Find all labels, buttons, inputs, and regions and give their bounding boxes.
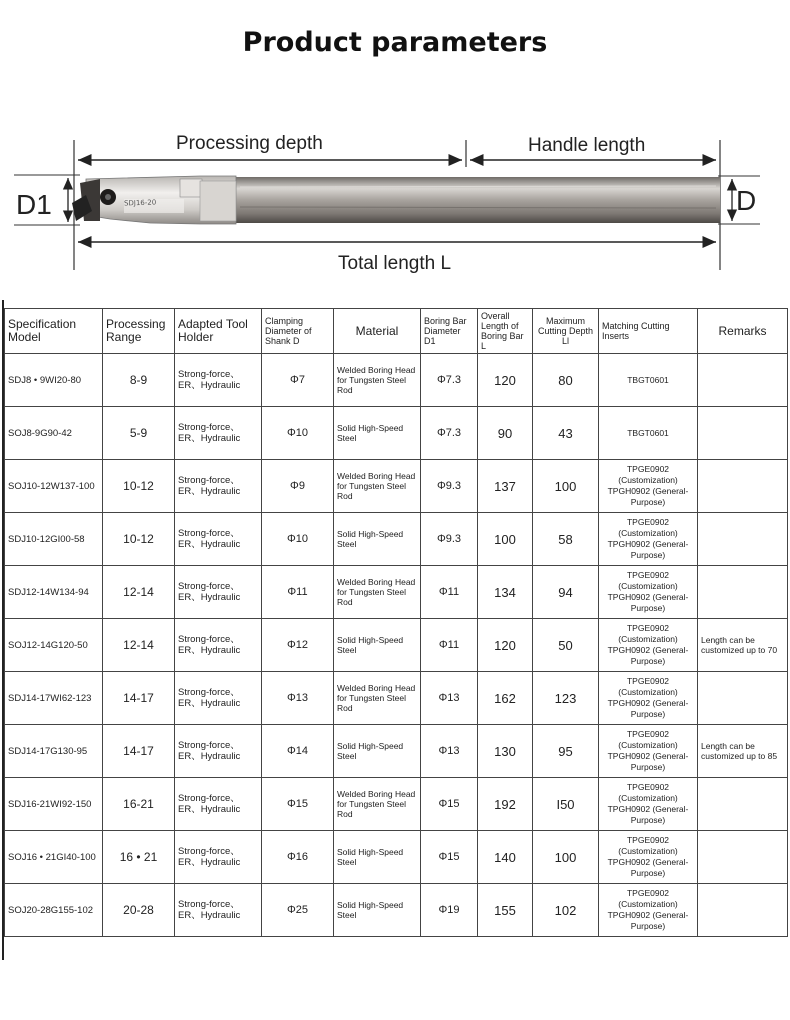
cell-overall-length: 120 xyxy=(478,619,533,672)
table-row xyxy=(5,884,788,937)
cell-inserts: TPGE0902 (Customization) TPGH0902 (General-Purpose) xyxy=(599,884,698,937)
shank xyxy=(236,177,720,223)
cell-clamp: Φ10 xyxy=(262,513,334,566)
cell-remarks xyxy=(698,884,788,937)
page-title: Product parameters xyxy=(242,27,548,58)
table-row xyxy=(5,831,788,884)
d1-label: D1 xyxy=(16,189,52,220)
cell-clamp: Φ9 xyxy=(262,460,334,513)
table-row xyxy=(5,566,788,619)
cell-model: SDJ14-17WI62-123 xyxy=(5,672,103,725)
cell-material: Solid High-Speed Steel xyxy=(334,619,421,672)
cell-cutting-depth: 94 xyxy=(533,566,599,619)
cell-material: Welded Boring Head for Tungsten Steel Rod xyxy=(334,460,421,513)
cell-model: SDJ14-17G130-95 xyxy=(5,725,103,778)
cell-holder: Strong-force、ER、Hydraulic xyxy=(175,566,262,619)
cell-overall-length: 90 xyxy=(478,407,533,460)
cell-remarks xyxy=(698,566,788,619)
cell-holder: Strong-force、ER、Hydraulic xyxy=(175,460,262,513)
cell-cutting-depth: 95 xyxy=(533,725,599,778)
cell-cutting-depth: 58 xyxy=(533,513,599,566)
cell-overall-length: 120 xyxy=(478,354,533,407)
cell-clamp: Φ10 xyxy=(262,407,334,460)
cell-remarks xyxy=(698,513,788,566)
cell-model: SOJ12-14G120-50 xyxy=(5,619,103,672)
cell-cutting-depth: 43 xyxy=(533,407,599,460)
cell-clamp: Φ11 xyxy=(262,566,334,619)
cell-remarks xyxy=(698,672,788,725)
bar-marking: SDJ16-20 xyxy=(123,198,157,208)
cell-bar-diameter: Φ9.3 xyxy=(421,513,478,566)
cell-material: Welded Boring Head for Tungsten Steel Rod xyxy=(334,354,421,407)
cell-material: Solid High-Speed Steel xyxy=(334,725,421,778)
cell-bar-diameter: Φ11 xyxy=(421,619,478,672)
cell-remarks: Length can be customized up to 85 xyxy=(698,725,788,778)
total-length-label: Total length L xyxy=(338,253,452,274)
cell-inserts: TPGE0902 (Customization) TPGH0902 (General-Purpose) xyxy=(599,513,698,566)
boring-bar-diagram xyxy=(0,125,790,285)
header-bar-diameter: Boring Bar Diameter D1 xyxy=(421,309,478,354)
header-material: Material xyxy=(334,309,421,354)
cell-cutting-depth: 100 xyxy=(533,831,599,884)
cell-holder: Strong-force、ER、Hydraulic xyxy=(175,778,262,831)
cell-remarks xyxy=(698,831,788,884)
header-model: Specification Model xyxy=(5,309,103,354)
cell-cutting-depth: 50 xyxy=(533,619,599,672)
cell-cutting-depth: I50 xyxy=(533,778,599,831)
cell-range: 5-9 xyxy=(103,407,175,460)
cell-cutting-depth: 80 xyxy=(533,354,599,407)
cell-clamp: Φ25 xyxy=(262,884,334,937)
processing-depth-label: Processing depth xyxy=(176,133,323,154)
table-row xyxy=(5,619,788,672)
cell-bar-diameter: Φ15 xyxy=(421,831,478,884)
header-holder: Adapted Tool Holder xyxy=(175,309,262,354)
cell-clamp: Φ15 xyxy=(262,778,334,831)
cell-clamp: Φ13 xyxy=(262,672,334,725)
cell-range: 14-17 xyxy=(103,725,175,778)
cell-model: SDJ10-12GI00-58 xyxy=(5,513,103,566)
cell-overall-length: 192 xyxy=(478,778,533,831)
cell-range: 10-12 xyxy=(103,460,175,513)
handle-length-label: Handle length xyxy=(528,135,646,156)
cell-material: Solid High-Speed Steel xyxy=(334,831,421,884)
cell-overall-length: 137 xyxy=(478,460,533,513)
cell-remarks xyxy=(698,407,788,460)
header-remarks: Remarks xyxy=(698,309,788,354)
header-clamp: Clamping Diameter of Shank D xyxy=(262,309,334,354)
cell-range: 20-28 xyxy=(103,884,175,937)
cell-holder: Strong-force、ER、Hydraulic xyxy=(175,407,262,460)
spec-table xyxy=(4,308,788,937)
cell-overall-length: 162 xyxy=(478,672,533,725)
table-row xyxy=(5,513,788,566)
cell-material: Solid High-Speed Steel xyxy=(334,407,421,460)
cell-range: 14-17 xyxy=(103,672,175,725)
cell-model: SDJ16-21WI92-150 xyxy=(5,778,103,831)
table-row xyxy=(5,725,788,778)
table-row xyxy=(5,407,788,460)
cell-model: SOJ16 • 21GI40-100 xyxy=(5,831,103,884)
cell-inserts: TPGE0902 (Customization) TPGH0902 (General-Purpose) xyxy=(599,831,698,884)
cell-bar-diameter: Φ7.3 xyxy=(421,407,478,460)
cell-range: 10-12 xyxy=(103,513,175,566)
cell-remarks xyxy=(698,460,788,513)
cell-range: 12-14 xyxy=(103,566,175,619)
cell-remarks: Length can be customized up to 70 xyxy=(698,619,788,672)
cell-range: 12-14 xyxy=(103,619,175,672)
cell-material: Solid High-Speed Steel xyxy=(334,884,421,937)
table-header-row xyxy=(5,309,788,354)
cell-bar-diameter: Φ9.3 xyxy=(421,460,478,513)
cell-inserts: TPGE0902 (Customization) TPGH0902 (General-Purpose) xyxy=(599,725,698,778)
cell-overall-length: 100 xyxy=(478,513,533,566)
cell-remarks xyxy=(698,354,788,407)
cell-bar-diameter: Φ19 xyxy=(421,884,478,937)
cell-material: Solid High-Speed Steel xyxy=(334,513,421,566)
cell-inserts: TBGT0601 xyxy=(599,407,698,460)
header-cutting-depth: Maximum Cutting Depth Ll xyxy=(533,309,599,354)
cell-overall-length: 130 xyxy=(478,725,533,778)
cell-inserts: TPGE0902 (Customization) TPGH0902 (General-Purpose) xyxy=(599,566,698,619)
cell-holder: Strong-force、ER、Hydraulic xyxy=(175,725,262,778)
cell-clamp: Φ7 xyxy=(262,354,334,407)
cell-bar-diameter: Φ11 xyxy=(421,566,478,619)
cell-material: Welded Boring Head for Tungsten Steel Rod xyxy=(334,778,421,831)
header-range: Processing Range xyxy=(103,309,175,354)
cell-range: 16 • 21 xyxy=(103,831,175,884)
cell-inserts: TBGT0601 xyxy=(599,354,698,407)
cell-inserts: TPGE0902 (Customization) TPGH0902 (General-Purpose) xyxy=(599,672,698,725)
cell-clamp: Φ12 xyxy=(262,619,334,672)
cell-holder: Strong-force、ER、Hydraulic xyxy=(175,619,262,672)
cell-overall-length: 140 xyxy=(478,831,533,884)
cell-holder: Strong-force、ER、Hydraulic xyxy=(175,513,262,566)
cell-range: 16-21 xyxy=(103,778,175,831)
d-label: D xyxy=(736,185,757,216)
cell-cutting-depth: 100 xyxy=(533,460,599,513)
cell-bar-diameter: Φ13 xyxy=(421,725,478,778)
cell-cutting-depth: 102 xyxy=(533,884,599,937)
cell-holder: Strong-force、ER、Hydraulic xyxy=(175,884,262,937)
cell-bar-diameter: Φ15 xyxy=(421,778,478,831)
cell-model: SOJ8-9G90-42 xyxy=(5,407,103,460)
cell-inserts: TPGE0902 (Customization) TPGH0902 (General-Purpose) xyxy=(599,778,698,831)
cell-remarks xyxy=(698,778,788,831)
cell-material: Welded Boring Head for Tungsten Steel Rod xyxy=(334,566,421,619)
cell-material: Welded Boring Head for Tungsten Steel Rod xyxy=(334,672,421,725)
cell-holder: Strong-force、ER、Hydraulic xyxy=(175,354,262,407)
cell-bar-diameter: Φ7.3 xyxy=(421,354,478,407)
cell-model: SDJ8 • 9WI20-80 xyxy=(5,354,103,407)
cell-range: 8-9 xyxy=(103,354,175,407)
cell-holder: Strong-force、ER、Hydraulic xyxy=(175,672,262,725)
cell-model: SOJ20-28G155-102 xyxy=(5,884,103,937)
cell-bar-diameter: Φ13 xyxy=(421,672,478,725)
cell-cutting-depth: 123 xyxy=(533,672,599,725)
cell-holder: Strong-force、ER、Hydraulic xyxy=(175,831,262,884)
header-overall-length: Overall Length of Boring Bar L xyxy=(478,309,533,354)
header-inserts: Matching Cutting Inserts xyxy=(599,309,698,354)
cell-inserts: TPGE0902 (Customization) TPGH0902 (General-Purpose) xyxy=(599,460,698,513)
cell-model: SOJ10-12W137-100 xyxy=(5,460,103,513)
cell-model: SDJ12-14W134-94 xyxy=(5,566,103,619)
table-row xyxy=(5,672,788,725)
cell-clamp: Φ16 xyxy=(262,831,334,884)
cell-inserts: TPGE0902 (Customization) TPGH0902 (General-Purpose) xyxy=(599,619,698,672)
table-row xyxy=(5,460,788,513)
cell-overall-length: 155 xyxy=(478,884,533,937)
cell-clamp: Φ14 xyxy=(262,725,334,778)
table-row xyxy=(5,354,788,407)
cell-overall-length: 134 xyxy=(478,566,533,619)
table-row xyxy=(5,778,788,831)
